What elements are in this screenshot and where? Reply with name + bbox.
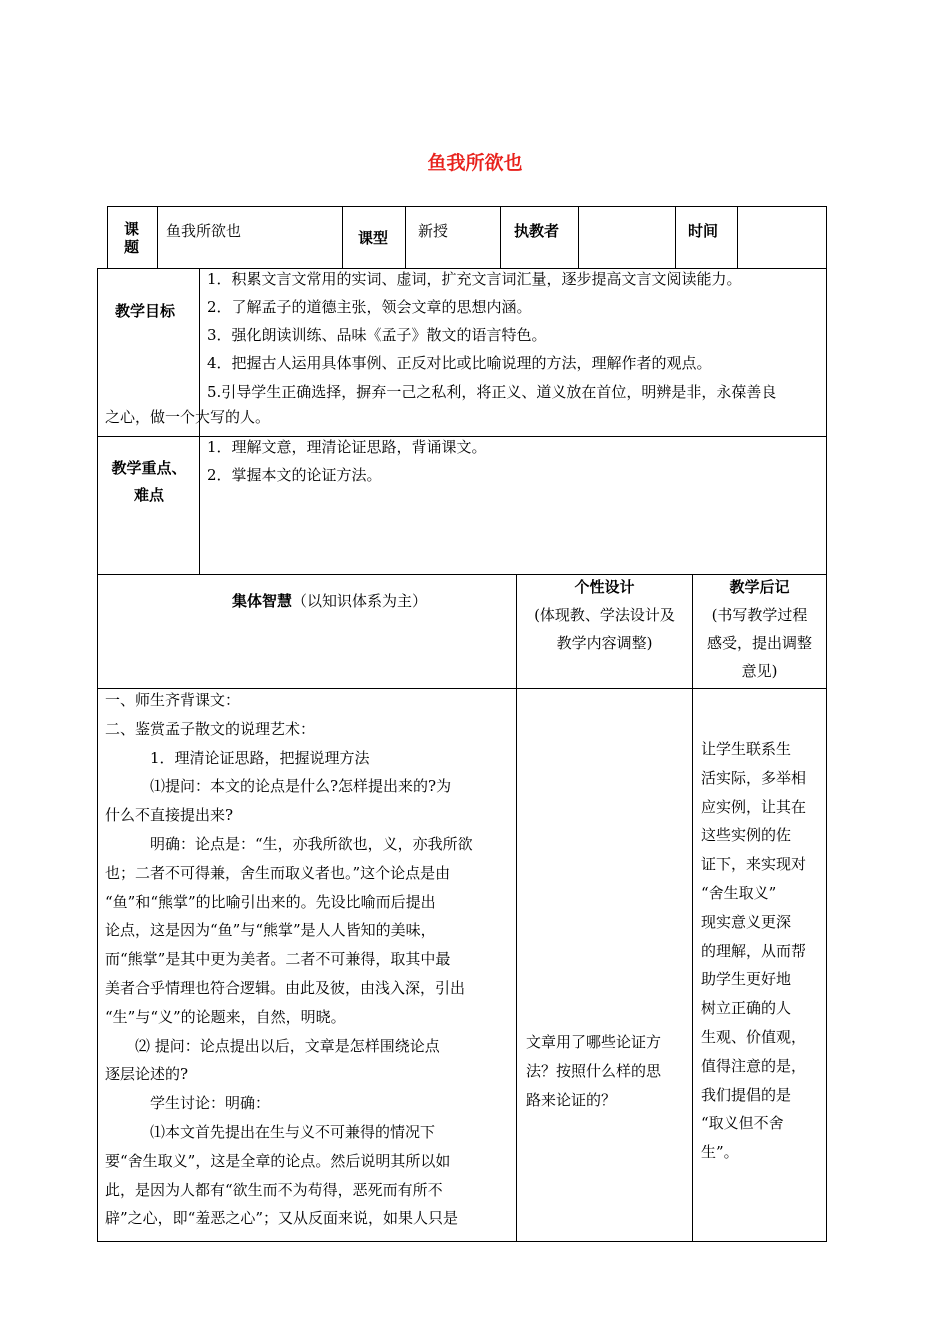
objective-item: 3．强化朗读训练、品味《孟子》散文的语言特色。 — [207, 326, 547, 344]
topic-label-line: 课 — [124, 220, 140, 238]
divider — [737, 206, 738, 269]
reflection-header — [693, 573, 826, 685]
teacher-label: 执教者 — [514, 222, 560, 240]
content-line: 法？按照什么样的思 — [526, 1061, 662, 1080]
content-line: ⑴提问：本文的论点是什么?怎样提出来的?为 — [105, 777, 452, 796]
content-line: “舍生取义” — [701, 883, 777, 902]
personal-design-title: 个性设计 — [574, 578, 635, 596]
divider — [578, 206, 579, 269]
type-label: 课型 — [358, 229, 389, 247]
content-line: 活实际，多举相 — [701, 768, 807, 787]
divider — [157, 206, 158, 269]
content-line: 这些实例的佐 — [701, 826, 792, 845]
content-line: 路来论证的？ — [526, 1090, 617, 1109]
content-line: 要“舍生取义”，这是全章的论点。然后说明其所以如 — [105, 1151, 451, 1170]
divider — [405, 206, 406, 269]
personal-design-note: (体现教、学法设计及 — [534, 606, 675, 624]
content-line: “鱼”和“熊掌”的比喻引出来的。先设比喻而后提出 — [105, 892, 436, 911]
collective-content — [105, 686, 513, 1233]
content-line: 我们提倡的是 — [701, 1085, 792, 1104]
objective-item: 1．积累文言文常用的实词、虚词，扩充文言词汇量，逐步提高文言文阅读能力。 — [207, 270, 742, 288]
content-line: 生”。 — [701, 1143, 739, 1162]
collective-wisdom-header — [232, 591, 427, 611]
collective-wisdom-note: （以知识体系为主） — [292, 592, 428, 610]
objective-item: 2．了解孟子的道德主张，领会文章的思想内涵。 — [207, 298, 532, 316]
key-point-item: 2．掌握本文的论证方法。 — [207, 466, 382, 484]
reflection-content — [701, 735, 819, 1167]
objective-item: 4．把握古人运用具体事例、正反对比或比喻说理的方法，理解作者的观点。 — [207, 354, 712, 372]
time-label: 时间 — [688, 222, 719, 240]
objective-item-continuation: 之心，做一个大写的人。 — [105, 408, 271, 426]
content-line: 而“熊掌”是其中更为美者。二者不可兼得，取其中最 — [105, 950, 451, 969]
reflection-note: (书写教学过程 — [711, 606, 808, 624]
document-title: 鱼我所欲也 — [427, 152, 523, 174]
content-line: 什么不直接提出来? — [105, 806, 234, 825]
content-line: 美者合乎情理也符合逻辑。由此及彼，由浅入深，引出 — [105, 978, 466, 997]
topic-label — [124, 220, 139, 256]
content-line: 论点，这是因为“鱼”与“熊掌”是人人皆知的美味， — [105, 921, 436, 940]
key-point-item: 1．理解文意，理清论证思路，背诵课文。 — [207, 438, 487, 456]
key-points-label-line: 难点 — [133, 486, 164, 504]
content-line: 应实例，让其在 — [701, 797, 807, 816]
content-line: 助学生更好地 — [701, 970, 792, 989]
content-line: 也；二者不可得兼，舍生而取义者也。”这个论点是由 — [105, 863, 451, 882]
key-points-label-line: 教学重点、 — [111, 459, 187, 477]
content-line: 明确：论点是：“生，亦我所欲也，义，亦我所欲 — [105, 834, 473, 853]
topic-value: 鱼我所欲也 — [166, 222, 242, 240]
content-line: 生观、价值观， — [701, 1027, 807, 1046]
content-line: 让学生联系生 — [701, 740, 792, 758]
personal-design-note: 教学内容调整) — [556, 634, 653, 652]
topic-label-line: 题 — [124, 238, 140, 256]
content-line: 值得注意的是， — [701, 1056, 807, 1075]
content-line: 逐层论述的? — [105, 1065, 189, 1084]
reflection-note: 感受，提出调整 — [706, 634, 812, 652]
content-line: 现实意义更深 — [701, 912, 792, 931]
personal-design-content — [526, 1028, 690, 1114]
key-points-label — [106, 455, 192, 509]
content-line: ⑴本文首先提出在生与义不可兼得的情况下 — [105, 1122, 436, 1141]
content-line: 文章用了哪些论证方 — [526, 1033, 662, 1051]
content-line: 学生讨论：明确： — [105, 1094, 271, 1113]
reflection-title: 教学后记 — [729, 578, 790, 596]
content-line: 证下，来实现对 — [701, 855, 807, 874]
content-line: “取义但不舍 — [701, 1114, 784, 1133]
collective-wisdom-title: 集体智慧 — [232, 592, 293, 610]
key-points-list — [207, 433, 487, 489]
content-line: “生”与“义”的论题来，自然，明晓。 — [105, 1007, 346, 1026]
personal-design-header — [517, 573, 692, 657]
type-value: 新授 — [418, 222, 449, 240]
content-line: 此，是因为人都有“欲生而不为苟得，恶死而有所不 — [105, 1180, 443, 1199]
divider — [675, 206, 676, 269]
reflection-note: 意见) — [741, 662, 778, 680]
content-line: 的理解，从而帮 — [701, 941, 807, 960]
content-line: 一、师生齐背课文： — [105, 691, 241, 709]
objectives-label: 教学目标 — [115, 302, 176, 320]
content-line: 辟”之心，即“羞恶之心”；又从反面来说，如果人只是 — [105, 1209, 459, 1228]
content-line: 二、鉴赏孟子散文的说理艺术： — [105, 719, 316, 738]
content-line: ⑵ 提问：论点提出以后，文章是怎样围绕论点 — [105, 1036, 440, 1055]
content-line: 1．理清论证思路，把握说理方法 — [105, 748, 370, 767]
divider — [516, 574, 517, 1242]
divider — [500, 206, 501, 269]
divider — [342, 206, 343, 269]
objective-item: 5.引导学生正确选择，摒弃一己之私利，将正义、道义放在首位，明辨是非，永葆善良 — [207, 383, 777, 401]
content-line: 树立正确的人 — [701, 999, 792, 1018]
objectives-list — [207, 265, 776, 407]
